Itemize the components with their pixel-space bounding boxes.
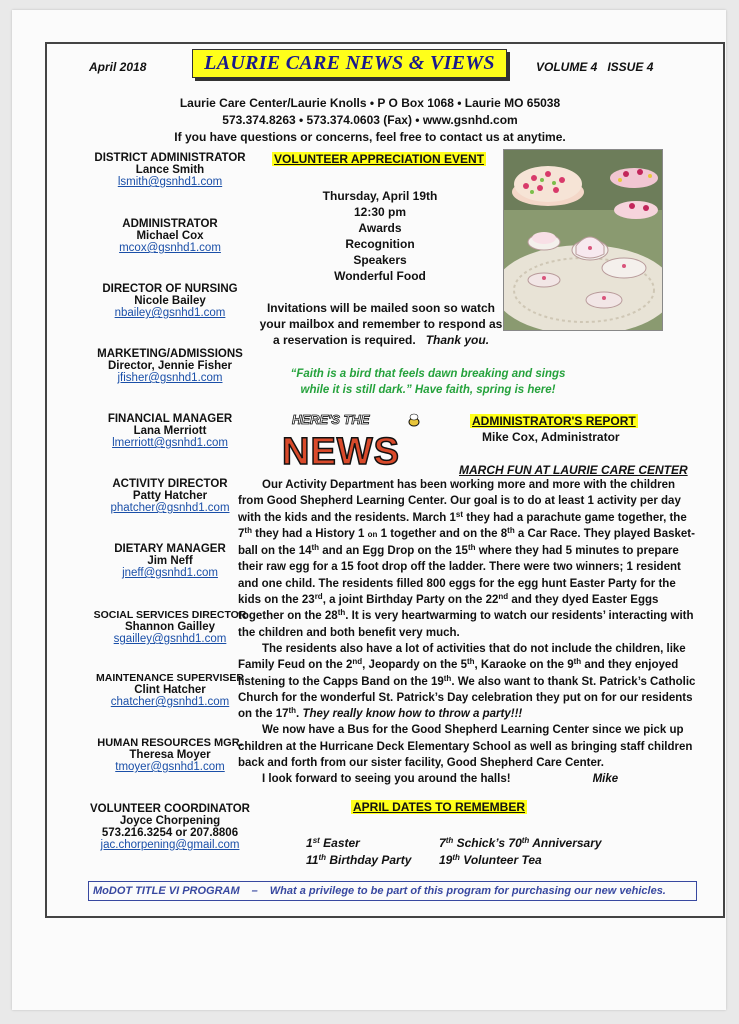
ordinal: th [466, 657, 475, 667]
text-run: , Karaoke on the 9 [474, 659, 574, 672]
ordinal: th [288, 706, 297, 716]
staff-title: DIRECTOR OF NURSING [102, 283, 238, 295]
invitation-text [250, 300, 512, 348]
text-run: Our Activity Department has been working more and more with the children from Good Shepherd Learning Center. Our goal is to do at least 1 activity per day with the kids and the residents. March 1 [238, 479, 681, 524]
event-item: Speakers [353, 253, 407, 267]
phone-line: 573.374.8263 • 573.374.0603 (Fax) • www.gsnhd.com [222, 113, 518, 127]
ordinal: st [312, 836, 320, 845]
date-event: Volunteer Tea [459, 853, 542, 867]
ordinal: th [244, 525, 252, 535]
april-heading-text: APRIL DATES TO REMEMBER [353, 800, 526, 814]
staff-title: DIETARY MANAGER [114, 543, 226, 555]
ordinal: th [507, 525, 515, 535]
text-run: . We also want to thank St. Patrick’s Catholic Church for the wonderful St. Patrick’s Day celebration they put on for our residents on the 17 [238, 675, 696, 721]
staff-email-link[interactable]: phatcher@gsnhd1.com [110, 502, 230, 514]
report-body [238, 477, 698, 788]
staff-name: Jim Neff [147, 555, 193, 567]
event-time: 12:30 pm [353, 205, 407, 219]
staff-name: Director, Jennie Fisher [108, 360, 232, 372]
report-paragraph: We now have a Bus for the Good Shepherd Learning Center since we pick up children at the Hurricane Deck Elementary School as well as bringing staff children back and forth from our sister facility, Good Shepherd Care Center. [238, 724, 693, 770]
text-run: I look forward to seeing you around the halls! [262, 773, 511, 786]
report-heading-text: ADMINISTRATOR'S REPORT [472, 414, 636, 428]
staff-name: Clint Hatcher [134, 684, 206, 696]
staff-email-link[interactable]: sgailley@gsnhd1.com [113, 633, 227, 645]
staff-title: FINANCIAL MANAGER [107, 413, 233, 425]
april-date-item [306, 853, 411, 867]
volunteer-event-details [280, 188, 480, 284]
ordinal: th [443, 673, 452, 683]
staff-entry [80, 283, 260, 319]
ordinal: th [311, 543, 320, 553]
april-date-item [306, 836, 360, 850]
volume-issue: VOLUME 4 ISSUE 4 [536, 60, 654, 74]
text-run: They really know how to throw a party!!! [302, 708, 523, 721]
text-run: and they enjoyed listening to the Capps Band on the 19 [238, 659, 679, 688]
text-run: a Car Race. They played Basket-ball on the 14 [238, 527, 695, 558]
heres-the-news-graphic [282, 408, 432, 472]
contact-line: If you have questions or concerns, feel free to contact us at anytime. [174, 130, 566, 144]
volunteer-heading [272, 152, 486, 166]
staff-name: Michael Cox [136, 230, 204, 242]
volunteer-heading-text: VOLUNTEER APPRECIATION EVENT [274, 152, 485, 166]
staff-email-link[interactable]: lmerriott@gsnhd1.com [112, 437, 228, 449]
date-number: 19 [439, 853, 453, 867]
staff-email-link[interactable]: jneff@gsnhd1.com [122, 567, 218, 579]
staff-entry [80, 152, 260, 188]
text-run: The residents also have a lot of activities that do not include the children, like Family Feud on the 2 [238, 642, 686, 672]
modot-dash: – [251, 885, 258, 897]
invitation-line [250, 332, 512, 348]
ordinal: th [337, 608, 346, 618]
text-run: on [367, 529, 378, 539]
staff-phone: 573.216.3254 or 207.8806 [101, 827, 239, 839]
april-date-item [439, 853, 542, 867]
staff-entry [80, 478, 260, 514]
staff-name: Theresa Moyer [129, 749, 211, 761]
staff-entry [80, 609, 260, 645]
staff-email-link[interactable]: chatcher@gsnhd1.com [110, 696, 230, 708]
newsletter-title [192, 49, 507, 78]
date-event: Anniversary [529, 836, 602, 850]
april-dates-heading [351, 800, 527, 814]
text-run: . It is very heartwarming to watch our residents’ interacting with the children and both benefit very much. [238, 610, 694, 639]
event-item: Wonderful Food [334, 269, 426, 283]
staff-email-link[interactable]: tmoyer@gsnhd1.com [115, 761, 225, 773]
date-event: Schick’s 70 [453, 836, 522, 850]
staff-entry [80, 543, 260, 579]
ordinal: th [452, 853, 460, 862]
news-text: NEWS [282, 431, 400, 472]
staff-title: DISTRICT ADMINISTRATOR [94, 152, 246, 164]
staff-title: MARKETING/ADMISSIONS [97, 348, 243, 360]
report-byline: Mike Cox, Administrator [482, 430, 620, 444]
title-text: LAURIE CARE NEWS & VIEWS [204, 52, 495, 74]
tea-party-illustration [504, 150, 662, 330]
ordinal: th [521, 836, 530, 845]
text-run: , Jeopardy on the 5 [362, 659, 467, 672]
staff-title: ADMINISTRATOR [122, 218, 218, 230]
staff-email-link[interactable]: mcox@gsnhd1.com [119, 242, 221, 254]
text-run: , a joint Birthday Party on the 22 [322, 594, 499, 607]
staff-name: Patty Hatcher [132, 490, 208, 502]
text-run: where they had 5 minutes to prepare their raw egg for a 15 foot drop off the ladder. There were two winners; 1 resident and one child. The residents filled 800 eggs for the egg hunt Easter Party for the kids on the 23 [238, 545, 681, 607]
invitation-line: Invitations will be mailed soon so watch [266, 301, 496, 315]
invitation-line: your mailbox and remember to respond as [259, 317, 503, 331]
administrator-report-heading [470, 414, 638, 428]
april-date-item [439, 836, 602, 850]
event-date: Thursday, April 19th [322, 189, 438, 203]
staff-name: Joyce Chorpening [119, 815, 221, 827]
march-fun-heading: MARCH FUN AT LAURIE CARE CENTER [459, 463, 688, 477]
staff-name: Lance Smith [135, 164, 205, 176]
staff-title: HUMAN RESOURCES MGR. [97, 737, 243, 749]
staff-title: MAINTENANCE SUPERVISER [96, 672, 244, 684]
staff-entry [80, 413, 260, 449]
quote-line: “Faith is a bird that feels dawn breaking and sings [290, 368, 566, 380]
modot-program-banner [88, 881, 697, 901]
tea-party-photo [503, 149, 663, 331]
quote-line: while it is still dark.” Have faith, spring is here! [300, 384, 556, 396]
heres-the-text: HERE'S THE [292, 412, 370, 427]
text-run: 1 together and on the 8 [377, 527, 508, 540]
modot-text: What a privilege to be part of this program for purchasing our new vehicles. [269, 885, 666, 897]
staff-email-link[interactable]: jac.chorpening@gmail.com [100, 839, 240, 851]
date-number: 1 [306, 836, 313, 850]
text-run: they had a History 1 [251, 527, 368, 540]
staff-entry [80, 348, 260, 384]
staff-name: Nicole Bailey [134, 295, 206, 307]
date-event: Easter [319, 836, 360, 850]
invitation-line-text: a reservation is required. [272, 333, 416, 347]
ordinal: rd [314, 592, 323, 602]
staff-entry [80, 737, 260, 773]
signature: Mike [592, 773, 619, 786]
report-paragraph [238, 641, 698, 722]
staff-email-link[interactable]: jfisher@gsnhd1.com [117, 372, 223, 384]
thank-you-text: Thank you. [425, 333, 490, 347]
staff-email-link[interactable]: nbailey@gsnhd1.com [114, 307, 226, 319]
ordinal: th [318, 853, 327, 862]
text-run: . [296, 708, 303, 721]
staff-title: VOLUNTEER COORDINATOR [90, 803, 250, 815]
date-number: 7 [439, 836, 446, 850]
staff-email-link[interactable]: lsmith@gsnhd1.com [117, 176, 223, 188]
staff-title: SOCIAL SERVICES DIRECTOR [93, 609, 247, 621]
text-run: they had a parachute game together, the 7 [238, 511, 687, 540]
ordinal: th [445, 836, 454, 845]
event-item: Recognition [345, 237, 415, 251]
text-run: and an Egg Drop on the 15 [319, 545, 468, 558]
staff-entry [80, 803, 260, 851]
staff-name: Lana Merriott [133, 425, 207, 437]
staff-title: ACTIVITY DIRECTOR [112, 478, 228, 490]
modot-label: MoDOT TITLE VI PROGRAM [93, 885, 240, 897]
ordinal: st [455, 509, 464, 519]
event-item: Awards [358, 221, 402, 235]
report-paragraph [238, 477, 698, 641]
bee-icon [409, 414, 419, 426]
inspirational-quote [268, 366, 588, 398]
staff-entry [80, 218, 260, 254]
date-number: 11 [306, 853, 319, 867]
date-event: Birthday Party [326, 853, 412, 867]
issue-date: April 2018 [89, 60, 147, 74]
text-run: and they dyed Easter Eggs together on the 28 [238, 594, 659, 623]
staff-name: Shannon Gailley [124, 621, 216, 633]
report-paragraph [238, 771, 698, 787]
ordinal: nd [352, 657, 363, 667]
ordinal: th [573, 657, 582, 667]
news-clipart [282, 408, 432, 472]
staff-entry [80, 672, 260, 708]
ordinal: th [467, 543, 476, 553]
ordinal: nd [498, 592, 509, 602]
address-line: Laurie Care Center/Laurie Knolls • P O Box 1068 • Laurie MO 65038 [179, 96, 561, 110]
